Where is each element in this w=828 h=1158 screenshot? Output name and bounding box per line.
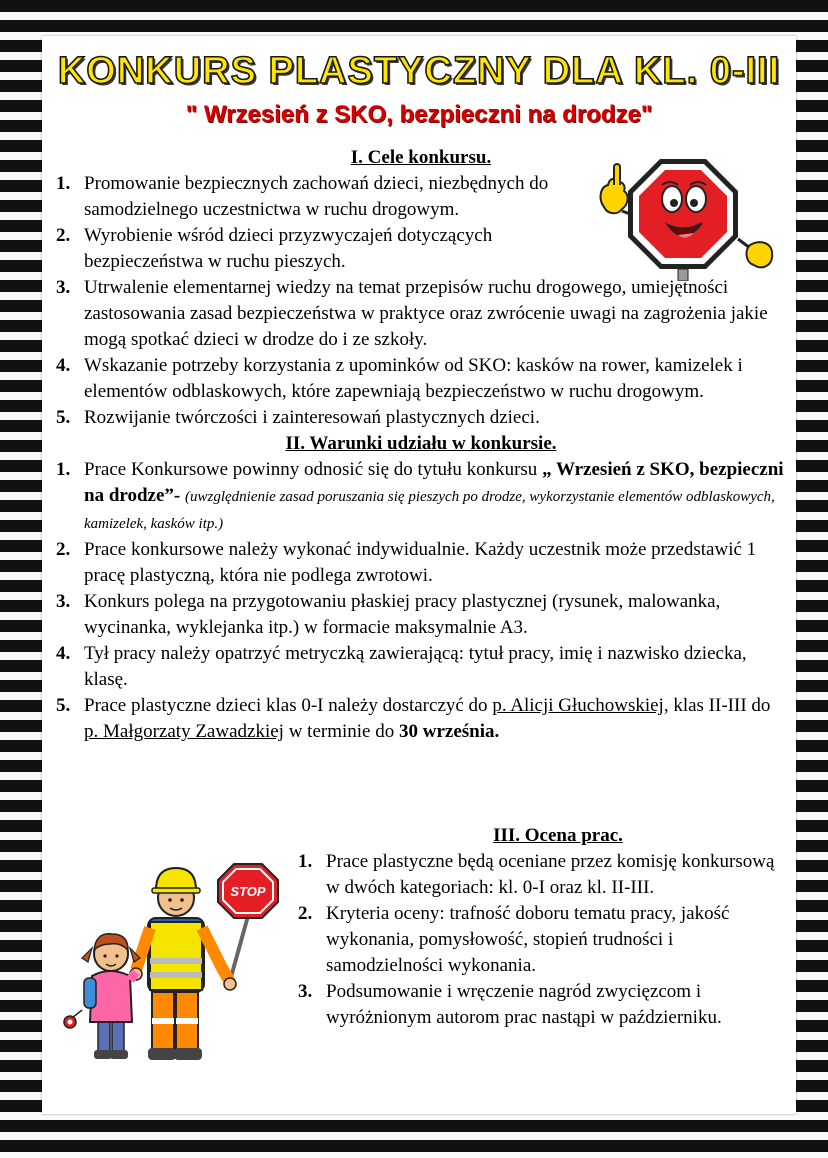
list-item: 2. Prace konkursowe należy wykonać indywidualnie. Każdy uczestnik może przedstawić 1 pracę plastyczną, która nie podlega zwrotowi. (56, 539, 757, 586)
poster-subtitle: " Wrzesień z SKO, bezpieczni na drodze" (185, 101, 653, 128)
list-item: 1. Promowanie bezpiecznych zachowań dzieci, niezbędnych do samodzielnego uczestnictwa w ruchu drogowym. (56, 173, 549, 220)
section-heading-goals: I. Cele konkursu. (350, 147, 492, 168)
evaluation-section (298, 823, 788, 1031)
conditions-list (56, 457, 786, 745)
list-item: 3. Podsumowanie i wręczenie nagród zwycięzcom i wyróżnionym autorom prac nastąpi w październiku. (298, 981, 722, 1028)
guideline-note: (uwzględnienie zasad poruszania się pieszych po drodze, wykorzystanie elementów odblaskowych, kamizelek, kasków itp.) (84, 489, 775, 532)
teacher-name-1: p. Alicji Głuchowskiej (492, 695, 664, 716)
list-item: 5. Rozwijanie twórczości i zainteresowań plastycznych dzieci. (56, 407, 540, 428)
list-item: 5. Prace plastyczne dzieci klas 0-I należy dostarczyć do p. Alicji Głuchowskiej, klas II-III do p. Małgorzaty Zawadzkiej w terminie do 30 września. (56, 695, 771, 742)
list-item: 3. Utrwalenie elementarnej wiedzy na temat przepisów ruchu drogowego, umiejętności zastosowania zasad bezpieczeństwa w praktyce oraz zwrócenie uwagi na zagrożenia jakie mogą spotkać dzieci w drodze do i ze szkoły. (56, 277, 768, 350)
list-item: 4. Tył pracy należy opatrzyć metryczką zawierającą: tytuł pracy, imię i nazwisko dziecka, klasę. (56, 643, 747, 690)
goals-list (56, 171, 786, 431)
contest-title-quote: „ Wrzesień z SKO, bezpieczni na drodze” (84, 459, 784, 506)
section-heading-conditions: II. Warunki udziału w konkursie. (285, 433, 557, 454)
deadline: 30 września. (398, 721, 500, 742)
stop-paddle-label: STOP (230, 884, 266, 899)
section-heading-evaluation: III. Ocena prac. (493, 825, 623, 846)
teacher-name-2: p. Małgorzaty Zawadzkiej (84, 721, 284, 742)
list-item: 3. Konkurs polega na przygotowaniu płaskiej pracy plastycznej (rysunek, malowanka, wycinanka, wyklejanka itp.) w formacie maksymalnie A3. (56, 591, 721, 638)
crossing-guard-with-child-icon (52, 858, 296, 1064)
list-item: 1. Prace Konkursowe powinny odnosić się do tytułu konkursu „ Wrzesień z SKO, bezpieczni na drodze”- (uwzględnienie zasad poruszania się pieszych po drodze, wykorzystanie elementów odblaskowych, kamizelek, kasków itp.) (56, 459, 784, 532)
poster-title: KONKURS PLASTYCZNY DLA KL. 0-III (57, 50, 781, 92)
list-item: 1. Prace plastyczne będą oceniane przez komisję konkursową w dwóch kategoriach: kl. 0-I oraz kl. II-III. (298, 851, 775, 898)
list-item: 2. Wyrobienie wśród dzieci przyzwyczajeń dotyczących bezpieczeństwa w ruchu pieszych. (56, 225, 493, 272)
list-item: 2. Kryteria oceny: trafność doboru tematu pracy, jakość wykonania, pomysłowość, stopień trudności i samodzielności wykonania. (298, 903, 730, 976)
evaluation-list (298, 849, 788, 1031)
list-item: 4. Wskazanie potrzeby korzystania z upominków od SKO: kasków na rower, kamizelek i elementów odblaskowych, które zapewniają bezpieczeństwo w ruchu drogowym. (56, 355, 743, 402)
